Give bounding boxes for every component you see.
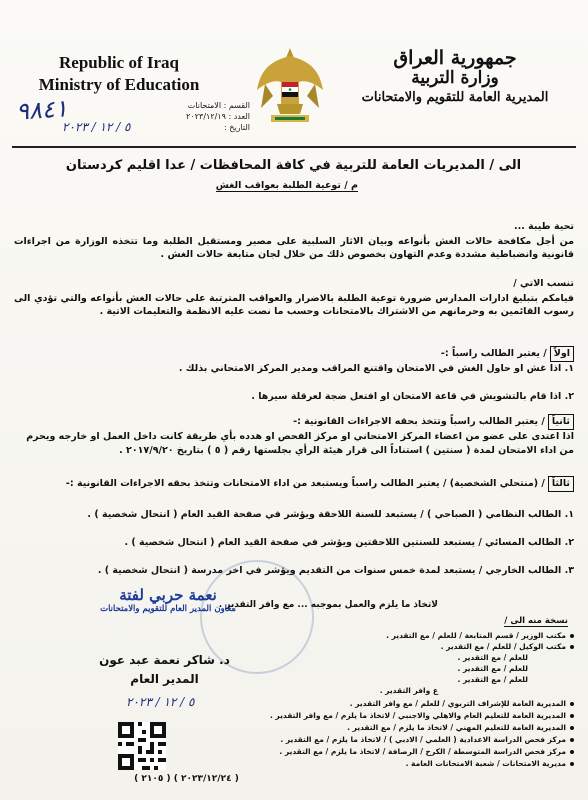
section-second-label: ثانياً bbox=[548, 414, 574, 430]
copy-item: للعلم / مع التقدير . bbox=[457, 675, 528, 684]
addressee-line: الى / المديريات العامة للتربية في كافة المحافظات / عدا اقليم كردستان bbox=[65, 158, 522, 173]
first-item-2: ٢. اذا قام بالتشويش في قاعة الامتحان او افتعل ضجة لعرقلة سيرها . bbox=[251, 391, 574, 402]
third-item-3: ٣. الطالب الخارجي / يستبعد لمدة خمس سنوات من التقديم ويؤشر في اخر مدرسة ( انتحال شخصية ) . bbox=[97, 565, 574, 576]
second-text: اذا اعتدى على عضو من اعضاء المركز الامتحاني او مركز الفحص او هدده بأي طريقة كانت داخل العمل او خارجه ويحرم من اداء الامتحان لمدة ( سنتين ) استناداً الى قرار هيئة الرأي بجلستها رقم ( ٥ ) بتاريخ ٢٠١٧/٩/٢٠ . bbox=[26, 431, 574, 456]
third-item-1: ١. الطالب النظامي ( الصباحي ) / يستبعد للسنة اللاحقة ويؤشر في صفحة القيد العام ( انتحال شخصية ) . bbox=[87, 509, 574, 520]
copy-item: ع وافر التقدير . bbox=[379, 686, 438, 695]
english-ministry: Ministry of Education bbox=[38, 75, 200, 94]
signatory-name: د. شاكر نعمة عبد عون bbox=[99, 653, 230, 667]
iraq-eagle-emblem bbox=[255, 42, 325, 132]
stamp-title: معاون المدير العام للتقويم والامتحانات bbox=[100, 604, 236, 614]
handwritten-date: ٥ / ١٢ / ٢٠٢٣ bbox=[62, 120, 131, 134]
copy-item: مركز فحص الدراسة المتوسطة / الكرخ / الرصافة / لاتخاذ ما يلزم / مع التقدير . bbox=[254, 746, 574, 757]
subject-line bbox=[158, 180, 358, 191]
bullet-icon bbox=[570, 645, 574, 649]
copies-title: نسخة منه الى / bbox=[504, 616, 568, 626]
reference-block bbox=[110, 100, 250, 133]
bullet-icon bbox=[570, 738, 574, 742]
bullet-icon bbox=[570, 726, 574, 730]
bullet-icon bbox=[570, 714, 574, 718]
stamp-name: نعمة حربي لفتة bbox=[119, 586, 217, 604]
copy-item: مركز فحص الدراسة الاعدادية ( العلمي / الادبي ) / لاتخاذ ما يلزم / مع التقدير . bbox=[254, 734, 574, 745]
section-label: القسم : bbox=[223, 101, 250, 110]
section-second-heading bbox=[19, 414, 574, 430]
signature-stamp bbox=[98, 586, 238, 614]
qr-code-icon bbox=[118, 722, 166, 770]
copy-item: مكتب الوكيل / للعلم / مع التقدير . bbox=[254, 641, 574, 652]
section-first-heading bbox=[19, 346, 574, 362]
greeting: تحية طيبة ... bbox=[514, 221, 574, 232]
arabic-directorate: المديرية العامة للتقويم والامتحانات bbox=[361, 90, 549, 105]
arabic-country: جمهورية العراق bbox=[393, 47, 517, 69]
handwritten-number: ٩٨٤١ bbox=[15, 94, 69, 126]
number-label: العدد : bbox=[228, 112, 250, 121]
instruction-paragraph: فيامكم بتبليغ ادارات المدارس ضرورة توعية الطلبة بالاضرار والعواقب المترتبة على حالات الغش بأنواعه والتي تؤدي الى رسوب القائمين به وحرمانهم من الاشتراك بالامتحانات وحسب ما نصت عليه الانظمة والتعليمات الاتية . bbox=[14, 293, 574, 317]
third-item-2: ٢. الطالب المسائي / يستبعد للسنتين اللاحقتين ويؤشر في صفحة القيد العام ( انتحال شخصية ) . bbox=[124, 537, 574, 548]
arabic-ministry: وزارة التربية bbox=[411, 68, 499, 88]
closing-line: لاتخاذ ما يلزم والعمل بموجبه ... مع وافر التقدير . bbox=[218, 600, 438, 610]
section-third-heading bbox=[19, 476, 574, 492]
copy-item: للعلم / مع التقدير . bbox=[457, 653, 528, 662]
first-item-1: ١. اذا غش او حاول الغش في الامتحان واقتنع المراقب ومدير المركز الامتحاني بذلك . bbox=[178, 363, 574, 374]
copy-item: مكتب الوزير / قسم المتابعة / للعلم / مع التقدير . bbox=[254, 630, 574, 641]
number-value: ٢٠٢٣/١٢/١٩ bbox=[186, 112, 226, 121]
english-letterhead bbox=[34, 52, 204, 96]
signature-date: ٥ / ١٢ / ٢٠٢٣ bbox=[126, 695, 195, 709]
arabic-letterhead bbox=[340, 48, 570, 108]
date-label: التاريخ : bbox=[223, 123, 250, 132]
section-second-title: / يعتبر الطالب راسباً وتتخذ بحقه الاجراءات القانونية :- bbox=[293, 416, 545, 427]
bullet-icon bbox=[570, 634, 574, 638]
copy-item: للعلم / مع التقدير . bbox=[457, 664, 528, 673]
section-third-label: ثالثاً bbox=[548, 476, 574, 492]
copy-item: المديرية العامة للتعليم العام والاهلي والاجنبي / لاتخاذ ما يلزم / مع وافر التقدير . bbox=[254, 710, 574, 721]
intro-paragraph: من أجل مكافحة حالات الغش بأنواعه وبيان الاثار السلبية على مصير ومستقبل الطلبة وما تتخذه الوزارة من اجراءات قانونية وانضباطية مشددة وعدم التهاون بخصوص ذلك من خلال لجان متابعة حالات الغش . bbox=[14, 236, 574, 260]
section-value: الامتحانات bbox=[187, 101, 222, 110]
section-first-title: / يعتبر الطالب راسباً :- bbox=[440, 348, 547, 359]
copy-item: المديرية العامة للتعليم المهني / لاتخاذ ما يلزم / مع التقدير . bbox=[254, 722, 574, 733]
copy-item: مديرية الامتحانات / شعبة الامتحانات العامة . bbox=[254, 758, 574, 769]
section-third-title: / (منتحلي الشخصية) / يعتبر الطالب راسباً ويستبعد من اداء الامتحانات وتتخذ بحقه الاجراءات القانونية :- bbox=[65, 478, 545, 489]
bullet-icon bbox=[570, 702, 574, 706]
header-divider bbox=[12, 146, 576, 148]
bullet-icon bbox=[570, 750, 574, 754]
instruction-label: تنسب الاتي / bbox=[513, 278, 574, 289]
section-first-label: اولاً bbox=[550, 346, 574, 362]
english-country: Republic of Iraq bbox=[59, 53, 179, 72]
signatory-title: المدير العام bbox=[130, 672, 199, 686]
footer-reference: ( ٢٠٢٣/١٢/٢٤ ) ( ٢١٠٥ ) bbox=[134, 774, 239, 784]
copy-item: المديرية العامة للإشراف التربوي / للعلم / مع وافر التقدير . bbox=[254, 698, 574, 709]
bullet-icon bbox=[570, 762, 574, 766]
subject-text: م / توعية الطلبة بعواقب الغش bbox=[215, 180, 358, 191]
signatory-block bbox=[92, 651, 237, 689]
